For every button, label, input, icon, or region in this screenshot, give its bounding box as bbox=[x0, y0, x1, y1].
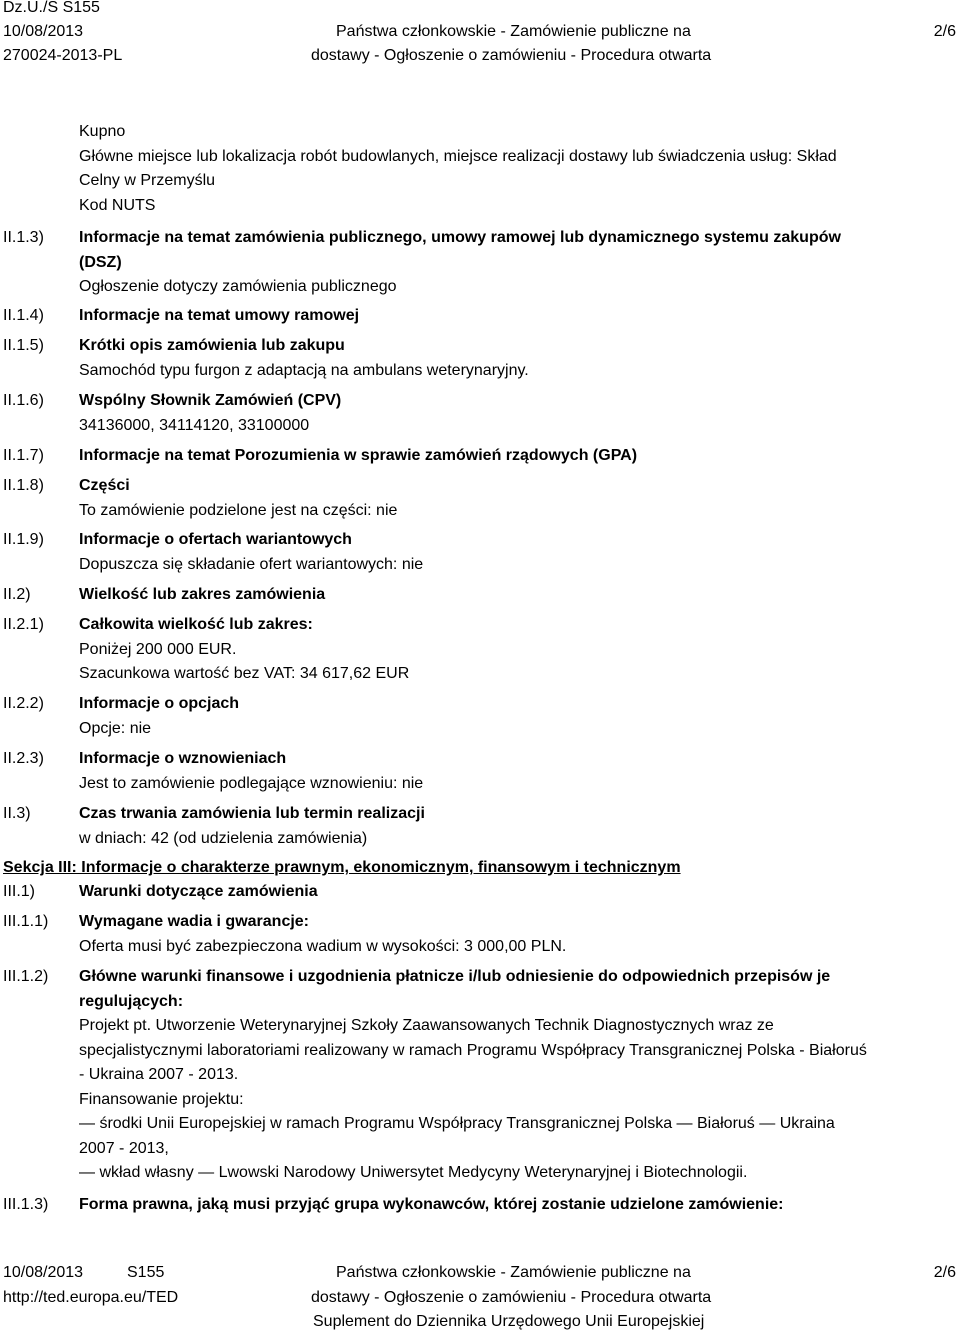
financing-line3: — wkład własny — Lwowski Narodowy Uniwersytet Medycyny Weterynaryjnej i Biotechnologii. bbox=[79, 1164, 748, 1181]
footer-title-line3: Suplement do Dziennika Urzędowego Unii Europejskiej bbox=[313, 1313, 705, 1330]
location-line2: Celny w Przemyślu bbox=[79, 172, 216, 189]
footer-url[interactable]: http://ted.europa.eu/TED bbox=[3, 1289, 179, 1306]
footer-date: 10/08/2013 bbox=[3, 1264, 84, 1281]
footer-title-line2: dostawy - Ogłoszenie o zamówieniu - Procedura otwarta bbox=[311, 1289, 712, 1306]
section-title: Informacje na temat zamówienia publicznego, umowy ramowej lub dynamicznego systemu zakupów bbox=[79, 229, 841, 246]
header-title-line1: Państwa członkowskie - Zamówienie publiczne na bbox=[336, 23, 691, 40]
section-title: Informacje o opcjach bbox=[79, 695, 240, 712]
footer-page: 2/6 bbox=[933, 1264, 956, 1281]
page-header bbox=[0, 0, 960, 70]
section-title: Warunki dotyczące zamówienia bbox=[79, 883, 318, 900]
section-label: III.1) bbox=[3, 883, 36, 900]
section-title: Wymagane wadia i gwarancje: bbox=[79, 913, 310, 930]
section-title: Główne warunki finansowe i uzgodnienia płatnicze i/lub odniesienie do odpowiednich przepisów je bbox=[79, 968, 831, 985]
section-text: Opcje: nie bbox=[79, 719, 152, 737]
section-title: Wspólny Słownik Zamówień (CPV) bbox=[79, 392, 342, 409]
financing-line2: 2007 - 2013, bbox=[79, 1139, 169, 1157]
section-title: Całkowita wielkość lub zakres: bbox=[79, 616, 313, 633]
section-text: Oferta musi być zabezpieczona wadium w wysokości: 3 000,00 PLN. bbox=[79, 937, 567, 955]
section-title: Informacje na temat Porozumienia w sprawie zamówień rządowych (GPA) bbox=[79, 447, 638, 464]
estimated-value: Szacunkowa wartość bez VAT: 34 617,62 EUR bbox=[79, 665, 410, 682]
section-text: Samochód typu furgon z adaptacją na ambulans weterynaryjny. bbox=[79, 361, 529, 379]
header-doc-id: 270024-2013-PL bbox=[3, 47, 123, 64]
section-label: II.1.7) bbox=[3, 447, 44, 464]
section-label: II.1.9) bbox=[3, 531, 44, 548]
section-label: II.1.6) bbox=[3, 392, 44, 409]
section-text: w dniach: 42 (od udzielenia zamówienia) bbox=[79, 829, 368, 847]
section-label: II.2.1) bbox=[3, 616, 44, 633]
section-heading: Sekcja III: Informacje o charakterze prawnym, ekonomicznym, finansowym i technicznym bbox=[3, 859, 681, 876]
location-line1: Główne miejsce lub lokalizacja robót budowlanych, miejsce realizacji dostawy lub świadczenia usług: Skład bbox=[79, 147, 837, 165]
section-title: Krótki opis zamówienia lub zakupu bbox=[79, 337, 345, 354]
project-line1: Projekt pt. Utworzenie Weterynaryjnej Szkoły Zaawansowanych Technik Diagnostycznych wraz ze bbox=[79, 1017, 774, 1034]
section-label: II.1.3) bbox=[3, 229, 44, 246]
section-title-cont: regulujących: bbox=[79, 992, 184, 1010]
section-title: Forma prawna, jaką musi przyjąć grupa wykonawców, której zostanie udzielone zamówienie: bbox=[79, 1196, 784, 1213]
section-label: III.1.3) bbox=[3, 1196, 49, 1213]
project-line2: specjalistycznymi laboratoriami realizowany w ramach Programu Współpracy Transgranicznej Polska - Białoruś bbox=[79, 1041, 867, 1059]
section-title: Części bbox=[79, 477, 130, 494]
financing-label: Finansowanie projektu: bbox=[79, 1090, 244, 1108]
section-text: To zamówienie podzielone jest na części: nie bbox=[79, 501, 398, 519]
project-line3: - Ukraina 2007 - 2013. bbox=[79, 1066, 239, 1083]
section-label: II.1.4) bbox=[3, 307, 44, 324]
financing-line1: — środki Unii Europejskiej w ramach Programu Współpracy Transgranicznej Polska — Białoruś — Ukraina bbox=[79, 1115, 835, 1132]
kupno-text: Kupno bbox=[79, 123, 126, 140]
section-label: II.3) bbox=[3, 805, 31, 822]
section-title: Informacje o ofertach wariantowych bbox=[79, 531, 352, 548]
section-text: Ogłoszenie dotyczy zamówienia publicznego bbox=[79, 278, 397, 295]
header-ref: Dz.U./S S155 bbox=[3, 0, 100, 16]
section-text: Dopuszcza się składanie ofert wariantowych: nie bbox=[79, 555, 424, 573]
cpv-codes: 34136000, 34114120, 33100000 bbox=[79, 416, 310, 434]
section-label: II.1.5) bbox=[3, 337, 44, 354]
header-date: 10/08/2013 bbox=[3, 23, 84, 40]
section-title: Wielkość lub zakres zamówienia bbox=[79, 586, 326, 603]
page-footer bbox=[0, 1262, 960, 1334]
footer-title-line1: Państwa członkowskie - Zamówienie publiczne na bbox=[336, 1264, 691, 1281]
nuts-code: Kod NUTS bbox=[79, 196, 156, 214]
section-title-cont: (DSZ) bbox=[79, 253, 122, 271]
footer-issue: S155 bbox=[127, 1264, 165, 1281]
section-label: III.1.1) bbox=[3, 913, 49, 930]
section-label: II.2.2) bbox=[3, 695, 44, 712]
section-label: II.1.8) bbox=[3, 477, 44, 494]
section-text: Jest to zamówienie podlegające wznowieniu: nie bbox=[79, 774, 424, 792]
section-title: Informacje o wznowieniach bbox=[79, 750, 287, 767]
header-page: 2/6 bbox=[933, 23, 956, 40]
section-label: II.2.3) bbox=[3, 750, 44, 767]
section-label: III.1.2) bbox=[3, 968, 49, 985]
section-label: II.2) bbox=[3, 586, 31, 603]
section-text: Poniżej 200 000 EUR. bbox=[79, 640, 237, 658]
header-title-line2: dostawy - Ogłoszenie o zamówieniu - Procedura otwarta bbox=[311, 47, 712, 64]
section-title: Informacje na temat umowy ramowej bbox=[79, 307, 360, 324]
section-title: Czas trwania zamówienia lub termin realizacji bbox=[79, 805, 425, 822]
